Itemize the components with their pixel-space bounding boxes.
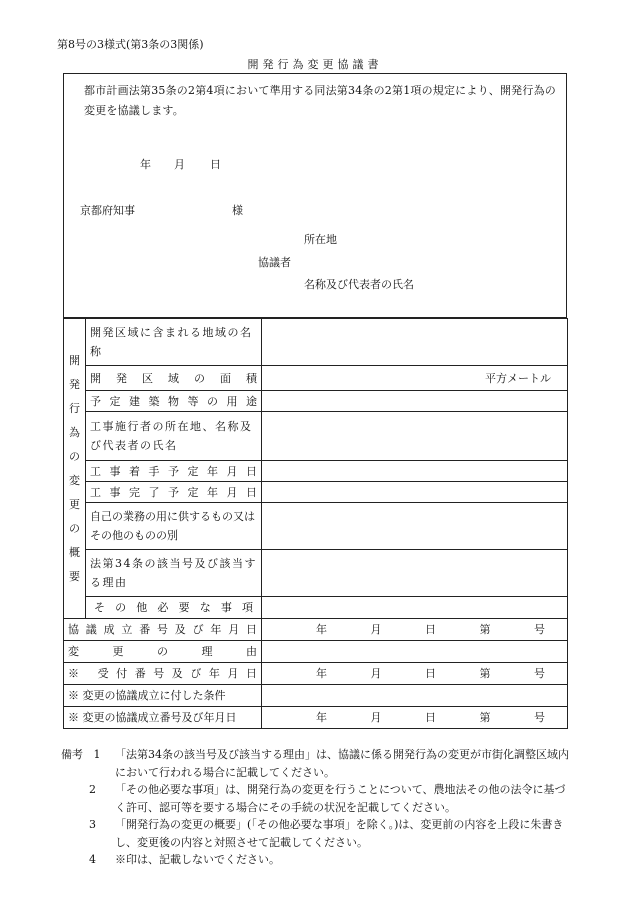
intro-line-2: 変更を協議します。 [84,104,184,117]
addressee-honorific: 様 [232,204,243,217]
lower-label-change-reason: 変 更 の 理 由 [64,641,262,663]
field-go: 号 [534,711,545,724]
applicant-address-label: 所在地 [304,233,337,246]
field-day: 日 [425,711,436,724]
overview-label-area-name: 開発区域に含まれる地域の名称 [86,319,262,366]
field-go: 号 [534,623,545,636]
applicant-label: 協議者 [258,256,291,269]
overview-label-building-use: 予 定 建 築 物 等 の 用 途 [86,391,262,412]
date-year-label: 年 [140,158,151,171]
field-dai: 第 [479,667,491,680]
note-text: ※印は、記載しないでください。 [115,853,280,866]
overview-value-end-date[interactable] [262,482,568,503]
lower-value-change-reason[interactable] [262,641,568,663]
note-text: 「開発行為の変更の概要」(「その他必要な事項」を除く。)は、変更前の内容を上段に朱書きし、変更後の内容と対照させて記載してください。 [115,818,564,849]
field-year: 年 [316,711,327,724]
overview-value-article34[interactable] [262,550,568,597]
field-month: 月 [370,623,382,636]
note-1 [63,746,573,781]
field-go: 号 [534,667,545,680]
overview-label-other: そ の 他 必 要 な 事 項 [86,597,262,619]
field-day: 日 [425,667,436,680]
overview-label-own-use: 自己の業務の用に供するもの又はその他のものの別 [86,503,262,550]
note-number: 3 [89,818,96,831]
overview-value-building-use[interactable] [262,391,568,412]
date-number-fields [266,708,563,727]
lower-label-conditions: ※ 変更の協議成立に付した条件 [64,685,262,707]
overview-value-contractor[interactable] [262,412,568,461]
overview-label-contractor: 工事施行者の所在地、名称及び代表者の氏名 [86,412,262,461]
intro-line-1: 都市計画法第35条の2第4項において準用する同法第34条の2第1項の規定により、開発行為の [84,84,556,97]
note-3 [63,816,573,851]
overview-value-own-use[interactable] [262,503,568,550]
lower-value-conditions[interactable] [262,685,568,707]
notes-section [63,746,573,869]
overview-value-start-date[interactable] [262,461,568,482]
note-number: 4 [89,853,96,866]
note-number: 2 [89,783,96,796]
overview-value-area-name[interactable] [262,319,568,366]
date-day-label: 日 [210,158,221,171]
field-dai: 第 [479,623,491,636]
field-day: 日 [425,623,436,636]
note-2 [63,781,573,816]
applicant-name-label: 名称及び代表者の氏名 [304,278,414,291]
field-month: 月 [370,667,382,680]
lower-value-reception-number[interactable] [262,663,568,685]
overview-label-area-size: 開 発 区 域 の 面 積 [86,366,262,391]
form-table [63,318,568,729]
declaration-box [63,73,567,318]
notes-label: 備考 [61,748,83,761]
overview-label-end-date: 工 事 完 了 予 定 年 月 日 [86,482,262,503]
form-number: 第8号の3様式(第3条の3関係) [57,38,204,51]
lower-value-agreement-number[interactable] [262,619,568,641]
field-year: 年 [316,667,327,680]
note-text: 「その他必要な事項」は、開発行為の変更を行うことについて、農地法その他の法令に基づく許可、認可等を要する場合にその手続の状況を記載してください。 [115,783,566,814]
date-month-label: 月 [174,158,185,171]
lower-value-change-agreement-number[interactable] [262,707,568,729]
addressee: 京都府知事 [80,204,135,217]
date-number-fields [266,620,563,639]
overview-value-other[interactable] [262,597,568,619]
overview-section-label [64,319,86,619]
lower-label-agreement-number: 協議成立番号及び年月日 [64,619,262,641]
field-dai: 第 [479,711,491,724]
lower-label-reception-number: ※ 受付番号及び年月日 [64,663,262,685]
overview-label-article34: 法第34条の該当号及び該当する理由 [86,550,262,597]
overview-vertical-text: 開 発 行 為 の 変 更 の 概 要 [69,353,80,583]
document-title: 開発行為変更協議書 [247,58,383,71]
date-number-fields [266,664,563,683]
lower-label-change-agreement-number: ※ 変更の協議成立番号及び年月日 [64,707,262,729]
field-month: 月 [370,711,382,724]
note-number: 1 [93,748,101,761]
field-year: 年 [316,623,327,636]
overview-value-area-size[interactable]: 平方メートル [262,366,568,391]
overview-label-start-date: 工 事 着 手 予 定 年 月 日 [86,461,262,482]
note-4 [63,851,573,869]
note-text: 「法第34条の該当号及び該当する理由」は、協議に係る開発行為の変更が市街化調整区域内において行われる場合に記載してください。 [115,748,569,779]
